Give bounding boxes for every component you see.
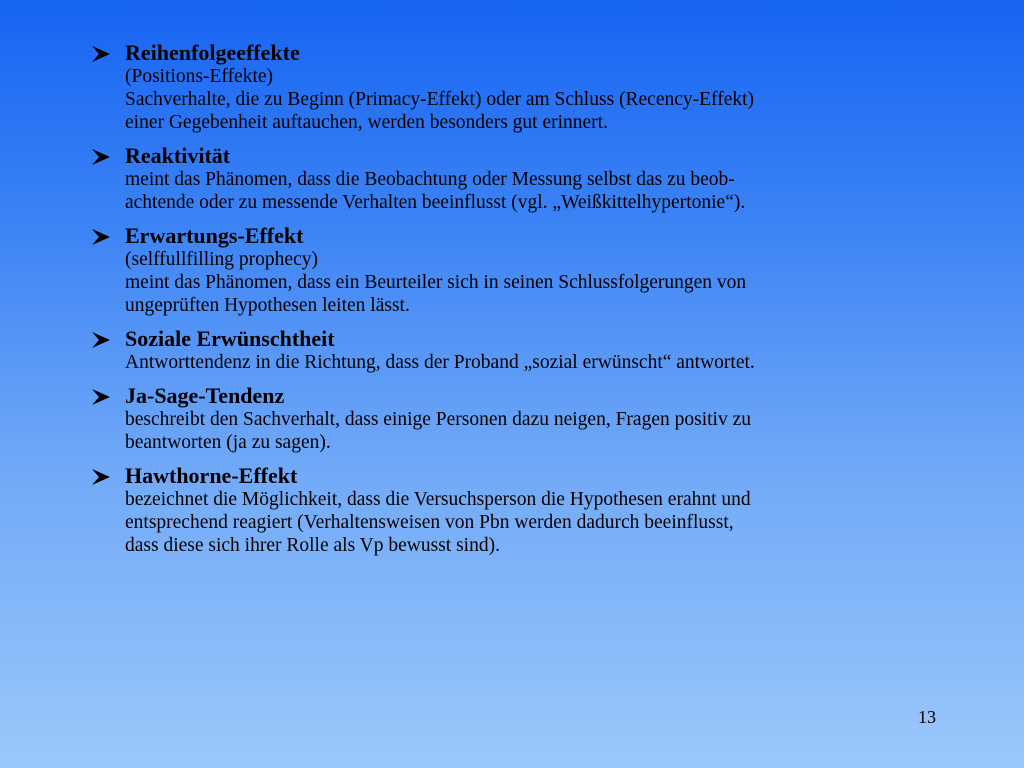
bullet-item-erwartungs-effekt — [88, 223, 968, 317]
bullet-text-line: (Positions-Effekte) — [125, 66, 274, 87]
bullet-item-ja-sage-tendenz — [88, 383, 968, 454]
arrowhead-bullet-icon — [91, 228, 111, 246]
arrowhead-bullet-icon — [91, 331, 111, 349]
bullet-title: Reaktivität — [125, 143, 231, 168]
bullet-text-line: meint das Phänomen, dass die Beobachtung oder Messung selbst das zu beob- — [125, 169, 735, 190]
bullet-text-line: meint das Phänomen, dass ein Beurteiler sich in seinen Schlussfolgerungen von — [125, 272, 747, 293]
bullet-title: Reihenfolgeeffekte — [125, 40, 300, 65]
bullet-text-line: beantworten (ja zu sagen). — [125, 432, 331, 453]
bullet-item-soziale-erwunschtheit — [88, 326, 968, 374]
bullet-text-line: achtende oder zu messende Verhalten beeinflusst (vgl. „Weißkittelhypertonie“). — [125, 192, 746, 213]
page-number: 13 — [918, 707, 936, 727]
bullet-text-line: (selffullfilling prophecy) — [125, 249, 318, 270]
bullet-text-line: einer Gegebenheit auftauchen, werden besonders gut erinnert. — [125, 112, 608, 133]
bullet-text-line: dass diese sich ihrer Rolle als Vp bewusst sind). — [125, 535, 500, 556]
arrowhead-bullet-icon — [91, 468, 111, 486]
bullet-text-line: entsprechend reagiert (Verhaltensweisen von Pbn werden dadurch beeinflusst, — [125, 512, 734, 533]
bullet-title: Hawthorne-Effekt — [125, 463, 298, 488]
bullet-text-line: beschreibt den Sachverhalt, dass einige Personen dazu neigen, Fragen positiv zu — [125, 409, 751, 430]
bullet-item-reihenfolgeeffekte — [88, 40, 968, 134]
bullet-title: Ja-Sage-Tendenz — [125, 383, 285, 408]
arrowhead-bullet-icon — [91, 388, 111, 406]
bullet-text-line: Sachverhalte, die zu Beginn (Primacy-Effekt) oder am Schluss (Recency-Effekt) — [125, 89, 755, 110]
arrowhead-bullet-icon — [91, 148, 111, 166]
bullet-list — [88, 40, 968, 566]
bullet-item-hawthorne-effekt — [88, 463, 968, 557]
bullet-text-line: ungeprüften Hypothesen leiten lässt. — [125, 295, 410, 316]
bullet-text-line: bezeichnet die Möglichkeit, dass die Versuchsperson die Hypothesen erahnt und — [125, 489, 751, 510]
bullet-title: Soziale Erwünschtheit — [125, 326, 335, 351]
arrowhead-bullet-icon — [91, 45, 111, 63]
bullet-title: Erwartungs-Effekt — [125, 223, 304, 248]
bullet-text-line: Antworttendenz in die Richtung, dass der Proband „sozial erwünscht“ antwortet. — [125, 352, 755, 373]
bullet-item-reaktivitat — [88, 143, 968, 214]
